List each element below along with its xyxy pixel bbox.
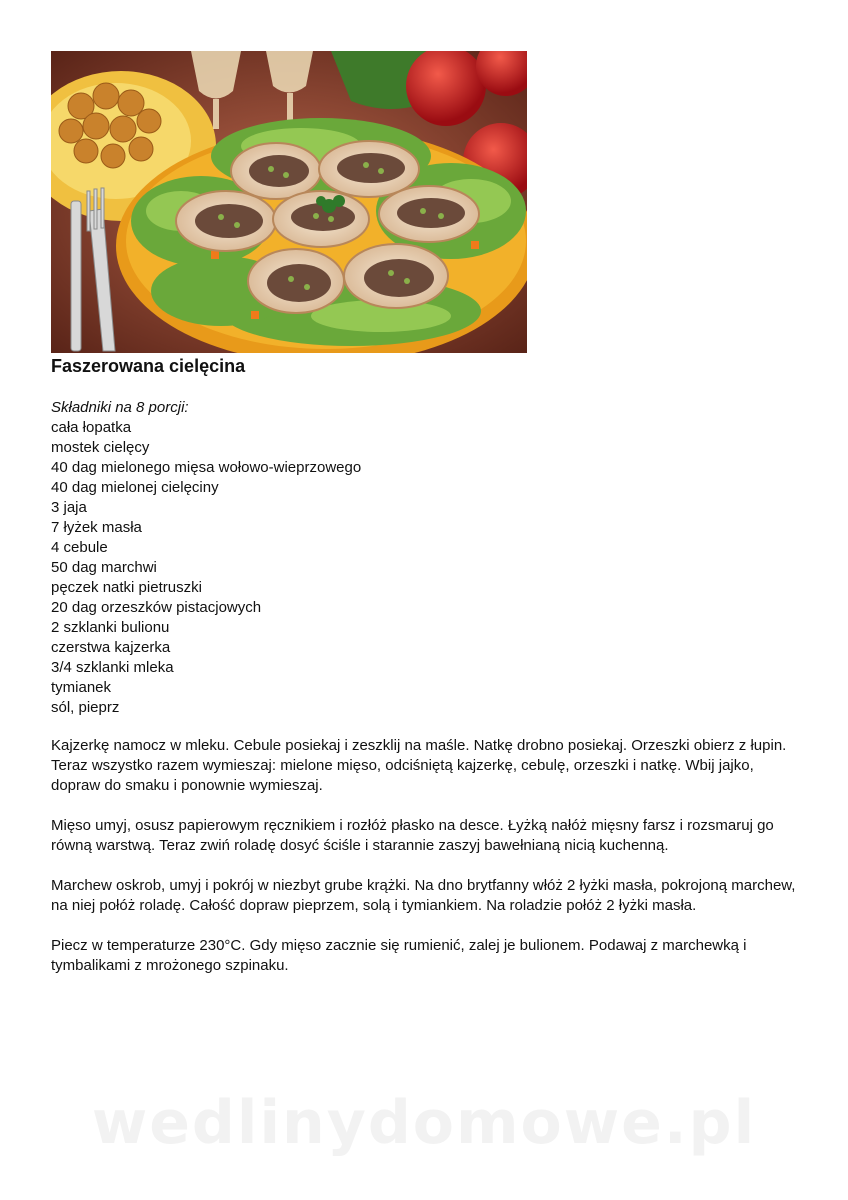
site-watermark: wedlinydomowe.pl <box>91 1088 757 1158</box>
preparation-steps <box>51 736 801 996</box>
recipe-title: Faszerowana cielęcina <box>51 356 246 376</box>
recipe-photo <box>51 51 527 353</box>
ingredient-item: 20 dag orzeszków pistacjowych <box>51 599 262 616</box>
ingredient-item: 3/4 szklanki mleka <box>51 659 174 676</box>
step-paragraph: Kajzerkę namocz w mleku. Cebule posiekaj i zeszklij na maśle. Natkę drobno posiekaj. Orzeszki obierz z łupin. Teraz wszystko razem wymieszaj: mielone mięso, odciśniętą kajzerkę, cebulę, orzeszki i natkę. Wbij jajko, dopraw do smaku i ponownie wymieszaj. <box>51 737 787 794</box>
ingredient-item: 50 dag marchwi <box>51 559 157 576</box>
ingredients-heading: Składniki na 8 porcji: <box>51 399 189 416</box>
ingredient-item: cała łopatka <box>51 419 132 436</box>
ingredient-item: 4 cebule <box>51 539 108 556</box>
stuffed-veal-plate-illustration <box>51 51 527 353</box>
ingredient-item: pęczek natki pietruszki <box>51 579 202 596</box>
ingredient-item: mostek cielęcy <box>51 439 150 456</box>
ingredients-list <box>51 418 361 718</box>
ingredient-item: czerstwa kajzerka <box>51 639 171 656</box>
ingredient-item: 40 dag mielonego mięsa wołowo-wieprzowego <box>51 459 362 476</box>
ingredient-item: tymianek <box>51 679 112 696</box>
ingredient-item: 40 dag mielonej cielęciny <box>51 479 219 496</box>
step-paragraph: Mięso umyj, osusz papierowym ręcznikiem i rozłóż płasko na desce. Łyżką nałóż mięsny farsz i rozsmaruj go równą warstwą. Teraz zwiń roladę dosyć ściśle i starannie zaszyj bawełnianą nicią kuchenną. <box>51 817 774 854</box>
ingredient-item: 2 szklanki bulionu <box>51 619 170 636</box>
step-paragraph: Piecz w temperaturze 230°C. Gdy mięso zacznie się rumienić, zalej je bulionem. Podawaj z marchewką i tymbalikami z mrożonego szpinaku. <box>51 937 747 974</box>
ingredient-item: 7 łyżek masła <box>51 519 142 536</box>
step-paragraph: Marchew oskrob, umyj i pokrój w niezbyt grube krążki. Na dno brytfanny włóż 2 łyżki masła, pokrojoną marchew, na niej połóż roladę. Całość dopraw pieprzem, solą i tymiankiem. Na roladzie połóż 2 łyżki masła. <box>51 877 796 914</box>
ingredient-item: 3 jaja <box>51 499 87 516</box>
ingredients-section <box>51 398 361 718</box>
ingredient-item: sól, pieprz <box>51 699 120 716</box>
